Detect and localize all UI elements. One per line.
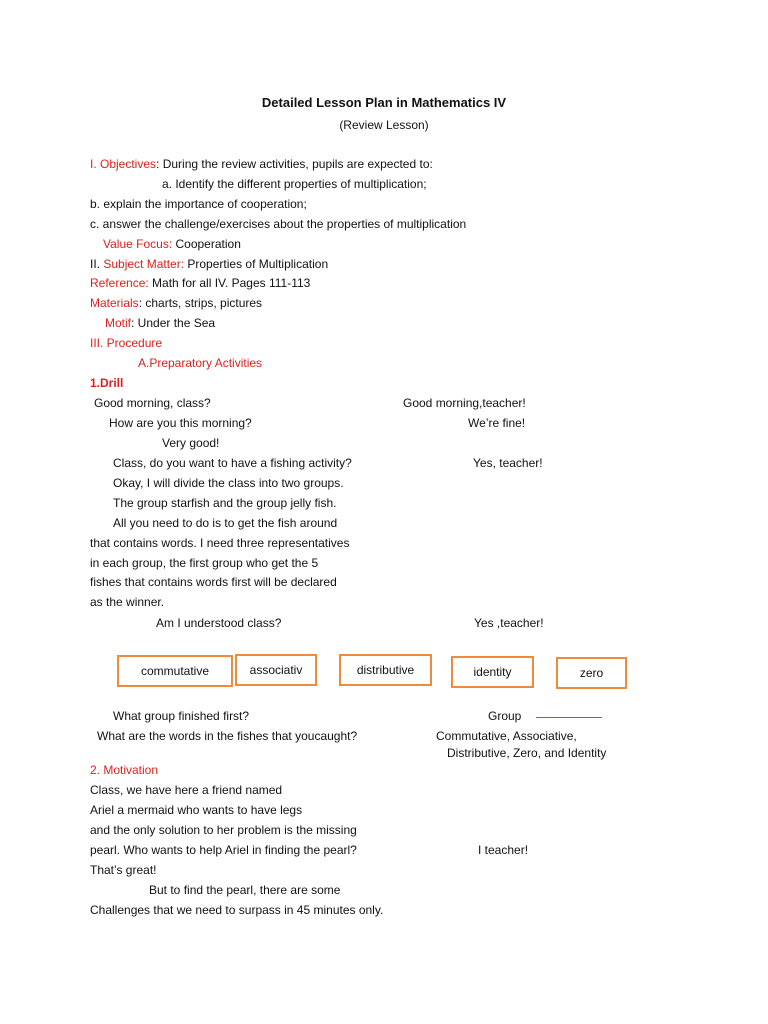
motif-line [105, 316, 215, 330]
drill-heading: 1.Drill [90, 376, 124, 390]
pupil-line: Distributive, Zero, and Identity [447, 746, 607, 760]
teacher-line: as the winner. [90, 595, 165, 609]
motif-text: : Under the Sea [131, 316, 216, 330]
materials-line [90, 296, 262, 310]
teacher-line: in each group, the first group who get the 5 [90, 556, 319, 570]
pupil-line: Commutative, Associative, [436, 729, 577, 743]
teacher-line: Very good! [162, 436, 220, 450]
teacher-line: The group starfish and the group jelly fish. [113, 496, 337, 510]
teacher-line: fishes that contains words first will be declared [90, 575, 337, 589]
subject-matter-prefix: II. [90, 257, 104, 271]
pupil-line: Good morning,teacher! [403, 396, 526, 410]
reference-line [90, 276, 310, 290]
teacher-line: and the only solution to her problem is the missing [90, 823, 357, 837]
pupil-line: Group [488, 709, 522, 723]
teacher-line: That’s great! [90, 863, 157, 877]
word-box-distributive: distributive [339, 654, 432, 686]
teacher-line: Class, we have here a friend named [90, 783, 283, 797]
teacher-line: How are you this morning? [109, 416, 252, 430]
teacher-line: Ariel a mermaid who wants to have legs [90, 803, 303, 817]
preparatory-heading: A.Preparatory Activities [138, 356, 263, 370]
pupil-line: Yes, teacher! [473, 456, 543, 470]
reference-label: Reference: [90, 276, 149, 290]
motif-label: Motif [105, 316, 132, 330]
materials-text: : charts, strips, pictures [138, 296, 263, 310]
objective-c: c. answer the challenge/exercises about the properties of multiplication [90, 217, 467, 231]
teacher-line: All you need to do is to get the fish around [113, 516, 338, 530]
value-focus-text: Cooperation [172, 237, 241, 251]
word-box-commutative: commutative [117, 655, 233, 687]
value-focus-label: Value Focus: [103, 237, 173, 251]
word-box-identity: identity [451, 656, 534, 688]
teacher-line: pearl. Who wants to help Ariel in finding the pearl? [90, 843, 357, 857]
objective-a: a. Identify the different properties of multiplication; [162, 177, 427, 191]
teacher-line: Okay, I will divide the class into two groups. [113, 476, 344, 490]
teacher-line: But to find the pearl, there are some [149, 883, 341, 897]
subject-matter-line [90, 257, 328, 271]
word-box-zero: zero [556, 657, 627, 689]
teacher-line: What group finished first? [113, 709, 250, 723]
reference-text: Math for all IV. Pages 111-113 [148, 276, 311, 290]
teacher-line: Class, do you want to have a fishing activity? [113, 456, 352, 470]
pupil-line: I teacher! [478, 843, 529, 857]
page-title: Detailed Lesson Plan in Mathematics IV [261, 95, 507, 110]
answer-blank-line [536, 717, 602, 718]
teacher-line: Am I understood class? [156, 616, 282, 630]
pupil-line: We’re fine! [468, 416, 526, 430]
subject-matter-label: Subject Matter: [103, 257, 185, 271]
page-subtitle: (Review Lesson) [339, 118, 429, 132]
motivation-heading: 2. Motivation [90, 763, 159, 777]
objectives-text: : During the review activities, pupils are expected to: [156, 157, 433, 171]
objectives-line [90, 157, 433, 171]
word-box-associativ: associativ [235, 654, 317, 686]
subject-matter-text: Properties of Multiplication [184, 257, 329, 271]
teacher-line: that contains words. I need three representatives [90, 536, 350, 550]
teacher-line: Challenges that we need to surpass in 45 minutes only. [90, 903, 384, 917]
materials-label: Materials [90, 296, 139, 310]
teacher-line: Good morning, class? [94, 396, 211, 410]
value-focus-line [103, 237, 241, 251]
objectives-label: I. Objectives [90, 157, 157, 171]
pupil-line: Yes ,teacher! [474, 616, 544, 630]
procedure-heading: III. Procedure [90, 336, 163, 350]
objective-b: b. explain the importance of cooperation; [90, 197, 307, 211]
teacher-line: What are the words in the fishes that youcaught? [97, 729, 358, 743]
